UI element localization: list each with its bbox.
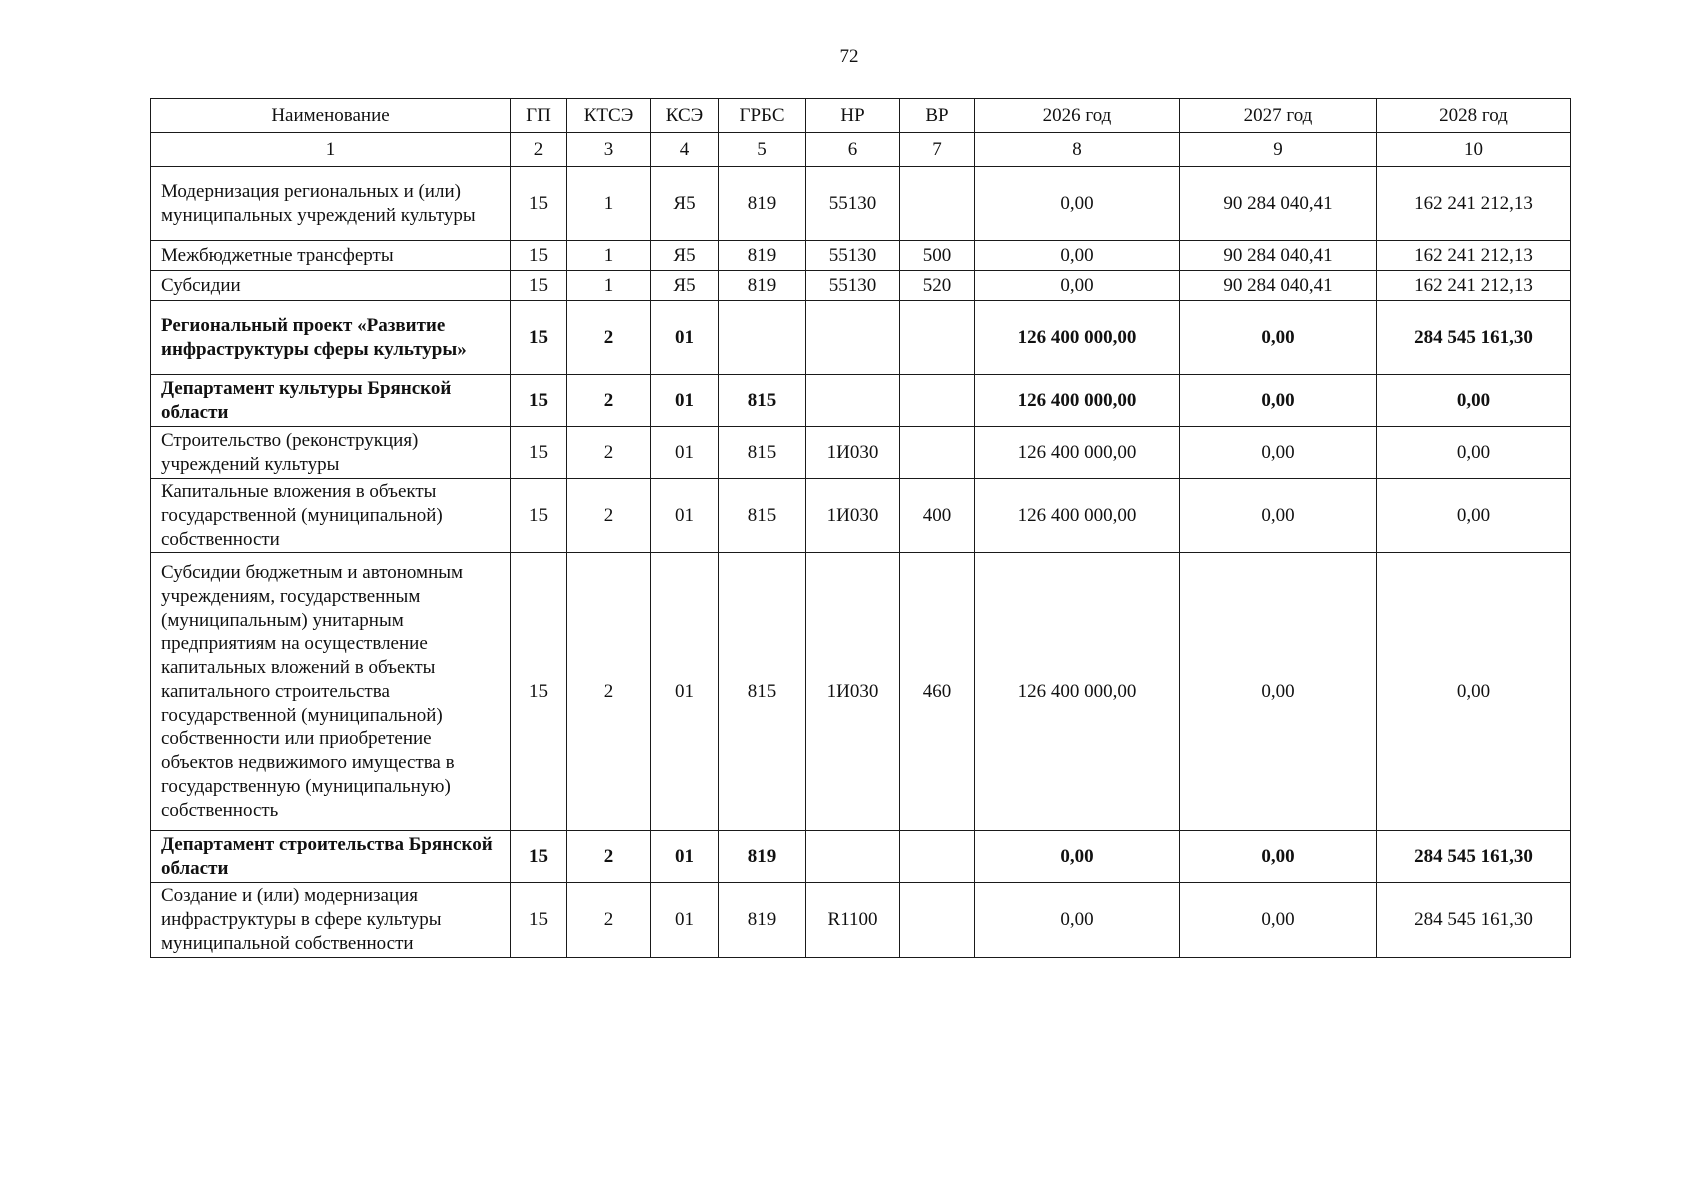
amount-2026-cell: 0,00 (975, 883, 1180, 957)
gp-cell: 15 (511, 167, 567, 241)
table-row (151, 479, 1571, 553)
name-cell: Департамент строительства Брянской области (151, 831, 511, 883)
vr-cell (900, 375, 975, 427)
header-cell: КСЭ (651, 99, 719, 133)
nr-cell (806, 831, 900, 883)
grbs-cell: 819 (719, 831, 806, 883)
column-number: 1 (151, 133, 511, 167)
gp-cell: 15 (511, 479, 567, 553)
column-number: 9 (1180, 133, 1377, 167)
ktse-cell: 1 (567, 271, 651, 301)
nr-cell: 1И030 (806, 479, 900, 553)
amount-2026-cell: 0,00 (975, 271, 1180, 301)
name-cell: Межбюджетные трансферты (151, 241, 511, 271)
kse-cell: 01 (651, 553, 719, 831)
gp-cell: 15 (511, 553, 567, 831)
kse-cell: 01 (651, 831, 719, 883)
ktse-cell: 1 (567, 167, 651, 241)
header-row (151, 99, 1571, 133)
gp-cell: 15 (511, 831, 567, 883)
nr-cell: R1100 (806, 883, 900, 957)
name-cell: Модернизация региональных и (или) муниципальных учреждений культуры (151, 167, 511, 241)
name-cell: Субсидии (151, 271, 511, 301)
amount-2027-cell: 0,00 (1180, 553, 1377, 831)
table-body (151, 167, 1571, 958)
amount-2026-cell: 126 400 000,00 (975, 375, 1180, 427)
table-row (151, 375, 1571, 427)
name-cell: Строительство (реконструкция) учреждений культуры (151, 427, 511, 479)
header-cell: КТСЭ (567, 99, 651, 133)
header-cell: 2027 год (1180, 99, 1377, 133)
vr-cell: 460 (900, 553, 975, 831)
vr-cell: 500 (900, 241, 975, 271)
amount-2028-cell: 162 241 212,13 (1377, 271, 1571, 301)
column-number: 10 (1377, 133, 1571, 167)
kse-cell: 01 (651, 375, 719, 427)
amount-2028-cell: 0,00 (1377, 427, 1571, 479)
nr-cell (806, 301, 900, 375)
amount-2026-cell: 0,00 (975, 167, 1180, 241)
kse-cell: Я5 (651, 271, 719, 301)
nr-cell: 55130 (806, 167, 900, 241)
header-cell: Наименование (151, 99, 511, 133)
column-number: 3 (567, 133, 651, 167)
ktse-cell: 2 (567, 427, 651, 479)
column-number: 4 (651, 133, 719, 167)
nr-cell: 55130 (806, 271, 900, 301)
ktse-cell: 2 (567, 553, 651, 831)
name-cell: Создание и (или) модернизация инфраструктуры в сфере культуры муниципальной собственности (151, 883, 511, 957)
nr-cell (806, 375, 900, 427)
column-number: 2 (511, 133, 567, 167)
column-number: 5 (719, 133, 806, 167)
amount-2026-cell: 0,00 (975, 831, 1180, 883)
gp-cell: 15 (511, 883, 567, 957)
ktse-cell: 2 (567, 883, 651, 957)
kse-cell: 01 (651, 427, 719, 479)
table-row (151, 427, 1571, 479)
nr-cell: 1И030 (806, 553, 900, 831)
grbs-cell: 815 (719, 375, 806, 427)
amount-2028-cell: 284 545 161,30 (1377, 883, 1571, 957)
gp-cell: 15 (511, 427, 567, 479)
column-number: 8 (975, 133, 1180, 167)
name-cell: Региональный проект «Развитие инфраструктуры сферы культуры» (151, 301, 511, 375)
table-row (151, 831, 1571, 883)
grbs-cell: 819 (719, 167, 806, 241)
ktse-cell: 2 (567, 375, 651, 427)
page-number: 72 (839, 46, 859, 67)
vr-cell (900, 301, 975, 375)
amount-2028-cell: 0,00 (1377, 479, 1571, 553)
header-cell: ГП (511, 99, 567, 133)
amount-2027-cell: 90 284 040,41 (1180, 271, 1377, 301)
ktse-cell: 1 (567, 241, 651, 271)
ktse-cell: 2 (567, 301, 651, 375)
gp-cell: 15 (511, 375, 567, 427)
amount-2028-cell: 0,00 (1377, 553, 1571, 831)
nr-cell: 1И030 (806, 427, 900, 479)
ktse-cell: 2 (567, 831, 651, 883)
table-row (151, 883, 1571, 957)
amount-2026-cell: 126 400 000,00 (975, 301, 1180, 375)
name-cell: Департамент культуры Брянской области (151, 375, 511, 427)
grbs-cell (719, 301, 806, 375)
nr-cell: 55130 (806, 241, 900, 271)
table-row (151, 241, 1571, 271)
table-row (151, 271, 1571, 301)
budget-table (150, 98, 1571, 958)
table-row (151, 553, 1571, 831)
amount-2027-cell: 90 284 040,41 (1180, 167, 1377, 241)
amount-2027-cell: 0,00 (1180, 831, 1377, 883)
ktse-cell: 2 (567, 479, 651, 553)
amount-2026-cell: 126 400 000,00 (975, 427, 1180, 479)
grbs-cell: 815 (719, 479, 806, 553)
grbs-cell: 819 (719, 241, 806, 271)
name-cell: Капитальные вложения в объекты государственной (муниципальной) собственности (151, 479, 511, 553)
amount-2028-cell: 162 241 212,13 (1377, 167, 1571, 241)
gp-cell: 15 (511, 271, 567, 301)
grbs-cell: 819 (719, 271, 806, 301)
amount-2026-cell: 126 400 000,00 (975, 553, 1180, 831)
kse-cell: 01 (651, 301, 719, 375)
amount-2028-cell: 162 241 212,13 (1377, 241, 1571, 271)
gp-cell: 15 (511, 301, 567, 375)
amount-2027-cell: 0,00 (1180, 427, 1377, 479)
header-cell: 2026 год (975, 99, 1180, 133)
table-row (151, 301, 1571, 375)
amount-2027-cell: 0,00 (1180, 883, 1377, 957)
kse-cell: Я5 (651, 167, 719, 241)
amount-2027-cell: 0,00 (1180, 301, 1377, 375)
amount-2028-cell: 0,00 (1377, 375, 1571, 427)
grbs-cell: 815 (719, 553, 806, 831)
grbs-cell: 819 (719, 883, 806, 957)
vr-cell (900, 831, 975, 883)
column-number: 6 (806, 133, 900, 167)
column-number: 7 (900, 133, 975, 167)
vr-cell (900, 883, 975, 957)
amount-2027-cell: 0,00 (1180, 375, 1377, 427)
header-cell: 2028 год (1377, 99, 1571, 133)
column-number-row (151, 133, 1571, 167)
amount-2028-cell: 284 545 161,30 (1377, 831, 1571, 883)
amount-2028-cell: 284 545 161,30 (1377, 301, 1571, 375)
vr-cell: 520 (900, 271, 975, 301)
amount-2026-cell: 126 400 000,00 (975, 479, 1180, 553)
header-cell: ВР (900, 99, 975, 133)
vr-cell: 400 (900, 479, 975, 553)
kse-cell: Я5 (651, 241, 719, 271)
amount-2026-cell: 0,00 (975, 241, 1180, 271)
header-cell: ГРБС (719, 99, 806, 133)
header-cell: НР (806, 99, 900, 133)
grbs-cell: 815 (719, 427, 806, 479)
amount-2027-cell: 0,00 (1180, 479, 1377, 553)
gp-cell: 15 (511, 241, 567, 271)
amount-2027-cell: 90 284 040,41 (1180, 241, 1377, 271)
table-row (151, 167, 1571, 241)
kse-cell: 01 (651, 479, 719, 553)
kse-cell: 01 (651, 883, 719, 957)
name-cell: Субсидии бюджетным и автономным учреждениям, государственным (муниципальным) унитарным предприятиям на осуществление капитальных вложений в объекты капитального строительства государственной (муниципальной) собственности или приобретение объектов недвижимого имущества в государственную (муниципальную) собственность (151, 553, 511, 831)
vr-cell (900, 427, 975, 479)
vr-cell (900, 167, 975, 241)
